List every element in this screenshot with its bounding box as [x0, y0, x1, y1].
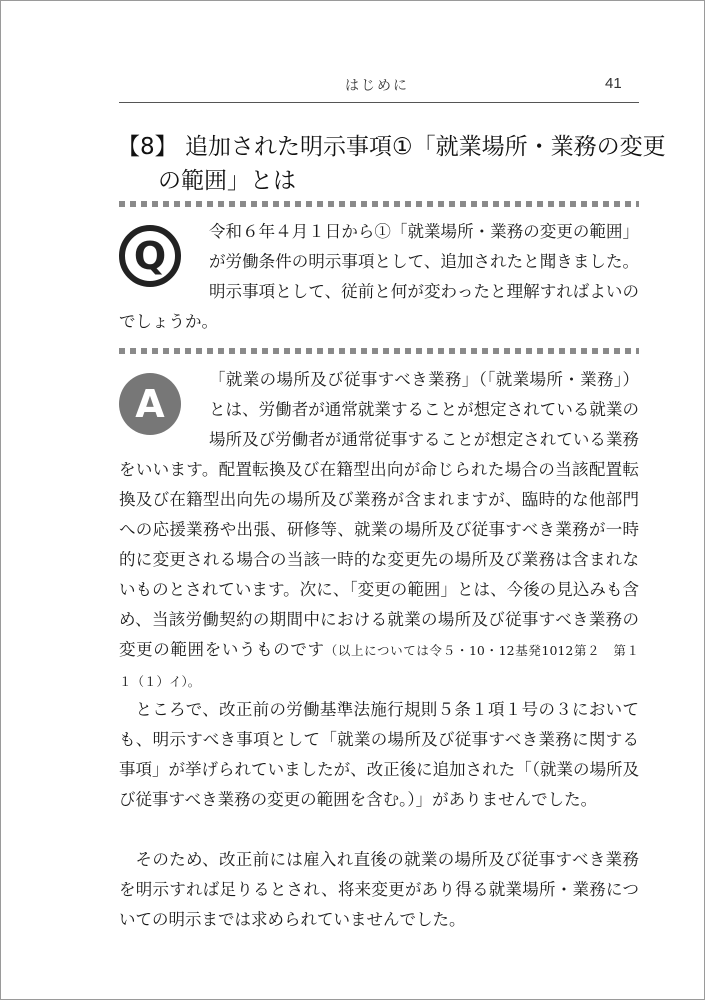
- answer-badge-icon: A: [119, 373, 181, 435]
- citation: （以上については令５・10・12基発1012第２ 第１ １（１）イ）。: [119, 643, 652, 689]
- answer-paragraph-2: ところで、改正前の労働基準法施行規則５条１項１号の３においても、明示すべき事項として「就業の場所及び従事すべき業務に関する事項」が挙げられていましたが、改正後に追加された「（就業の場所及び従事すべき業務の変更の範囲を含む。）」がありませんでした。: [119, 700, 639, 809]
- header-rule: [119, 102, 639, 103]
- question-text: 令和６年４月１日から①「就業場所・業務の変更の範囲」が労働条件の明示事項として、追加されたと聞きました。明示事項として、従前と何が変わったと理解すればよいのでしょうか。: [119, 222, 639, 331]
- dashed-divider-top: [119, 201, 639, 207]
- question-badge-icon: Q: [119, 225, 181, 287]
- section-title-line-1: 【8】 追加された明示事項①「就業場所・業務の変更: [117, 134, 666, 160]
- section-title-line-2: の範囲」とは: [158, 168, 296, 194]
- running-header: はじめに: [345, 78, 409, 94]
- page-number: 41: [605, 75, 622, 92]
- dashed-divider-middle: [119, 348, 639, 354]
- answer-paragraph-1: 「就業の場所及び従事すべき業務」（「就業場所・業務」）とは、労働者が通常就業することが想定されている就業の場所及び労働者が通常従事することが想定されている業務をいいます。配置転換及び在籍型出向が命じられた場合の当該配置転換及び在籍型出向先の場所及び業務が含まれますが、臨時的な他部門への応援業務や出張、研修等、就業の場所及び従事すべき業務が一時的に変更される場合の当該一時的な変更先の場所及び業務は含まれないものとされています。次に、「変更の範囲」とは、今後の見込みも含め、当該労働契約の期間中における就業の場所及び従事すべき業務の変更の範囲をいうものです（以上については令５・10・12基発1012第２ 第１ １（１）イ）。: [119, 370, 652, 689]
- answer-paragraph-3: そのため、改正前には雇入れ直後の就業の場所及び従事すべき業務を明示すれば足りるとされ、将来変更があり得る就業場所・業務についての明示までは求められていませんでした。: [119, 850, 639, 929]
